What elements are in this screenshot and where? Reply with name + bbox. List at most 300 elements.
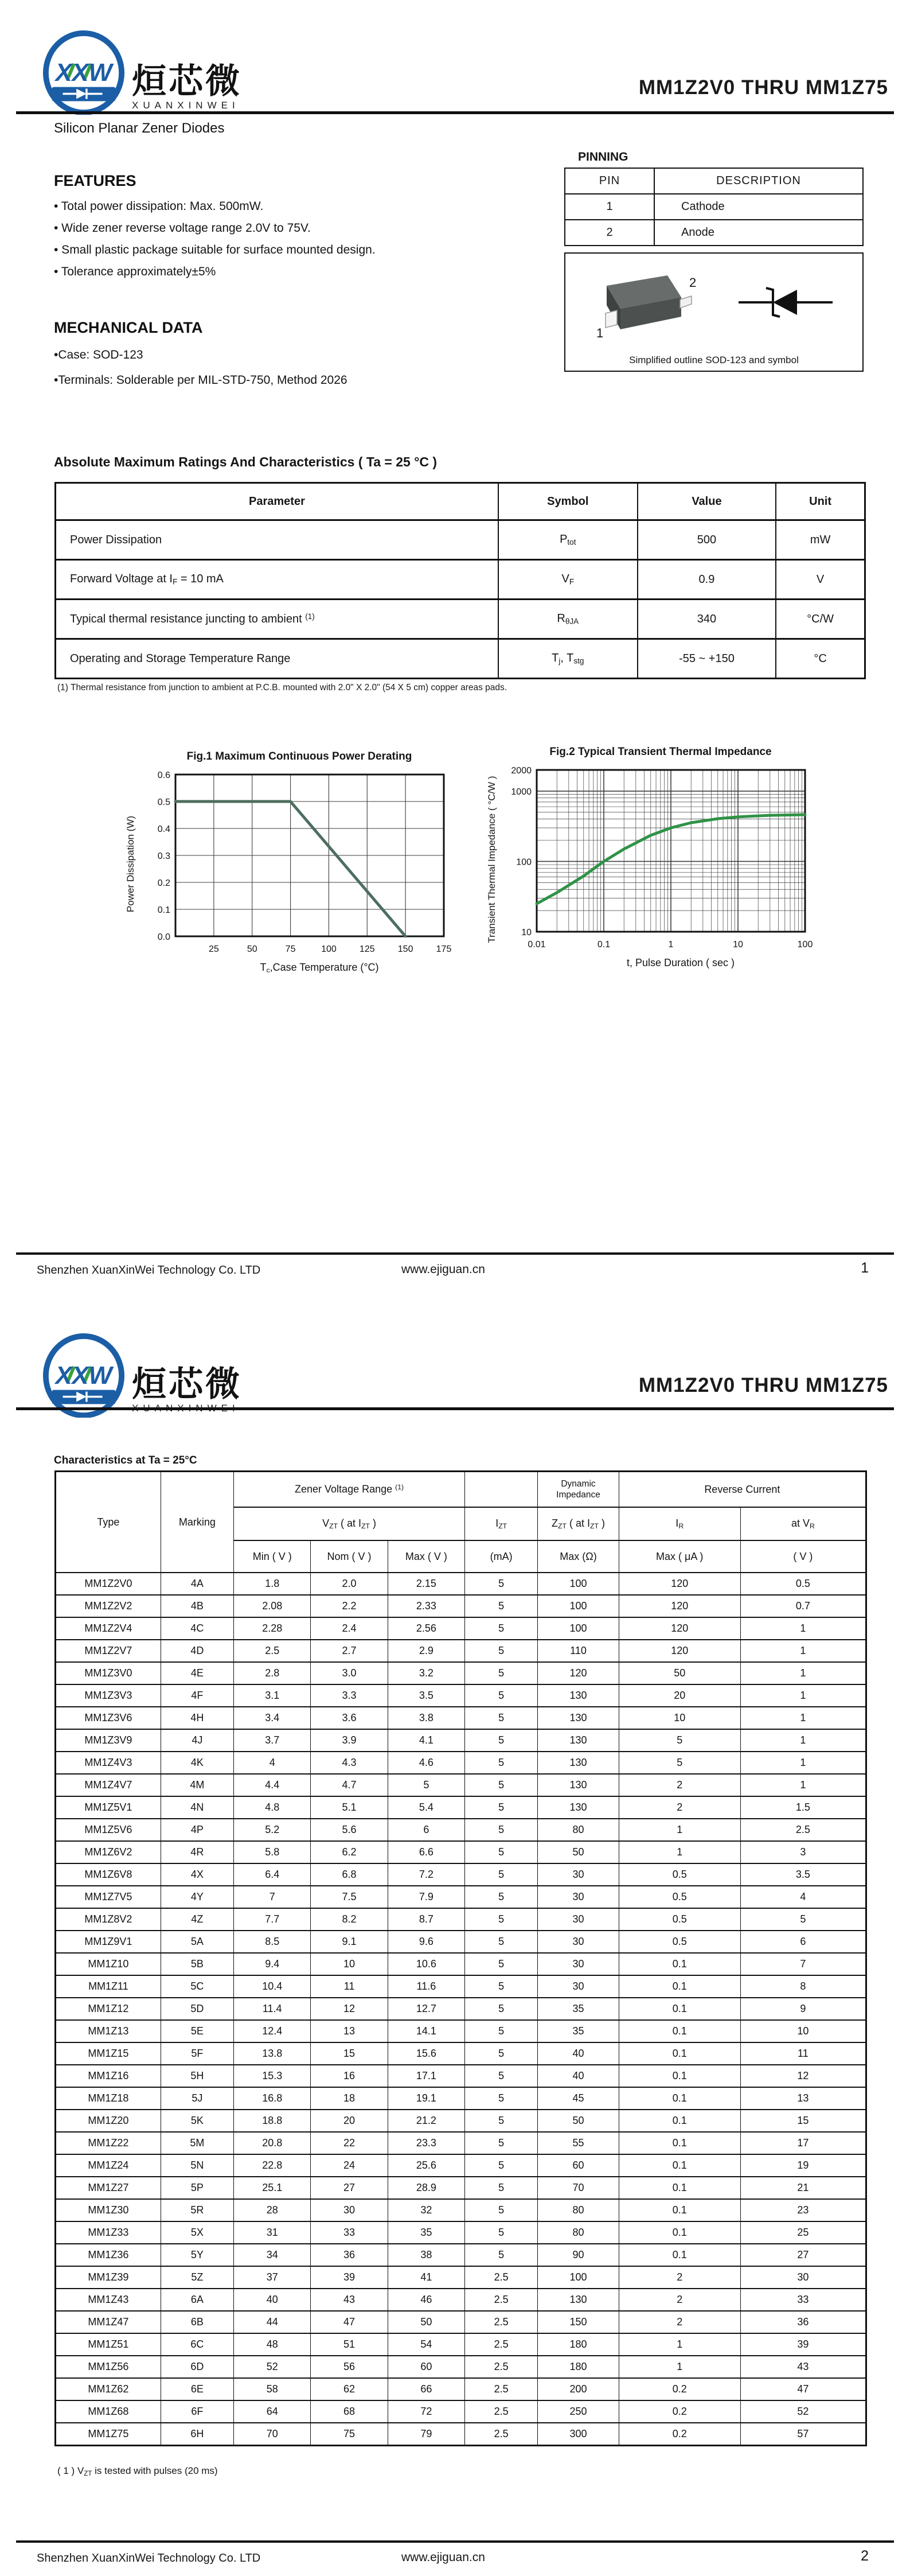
table-cell: 5 xyxy=(465,1863,538,1886)
table-cell: 5 xyxy=(465,2065,538,2087)
table-cell: 2.2 xyxy=(311,1595,388,1617)
table-cell: $V_F$ xyxy=(498,560,638,600)
table-cell: MM1Z56 xyxy=(56,2356,161,2378)
table-cell: MM1Z27 xyxy=(56,2177,161,2199)
table-cell: 23 xyxy=(740,2199,866,2221)
table-cell: 5A xyxy=(161,1931,233,1953)
table-cell: 14.1 xyxy=(388,2020,464,2042)
brand-name-cn: 烜芯微 xyxy=(132,1365,242,1403)
table-cell: 0.2 xyxy=(619,2378,740,2400)
table-cell: 0.1 xyxy=(619,2177,740,2199)
table-cell: 150 xyxy=(538,2311,619,2333)
table-cell: 64 xyxy=(234,2400,311,2423)
company-logo xyxy=(41,1333,242,1418)
table-row xyxy=(56,1573,866,1595)
table-cell: MM1Z5V6 xyxy=(56,1819,161,1841)
table-cell: 1.8 xyxy=(234,1573,311,1595)
table-row xyxy=(56,1841,866,1863)
table-cell: 250 xyxy=(538,2400,619,2423)
header-rule xyxy=(16,1407,894,1410)
table-cell: 5M xyxy=(161,2132,233,2154)
svg-text:0.6: 0.6 xyxy=(157,771,170,780)
table-cell: 0.1 xyxy=(619,2020,740,2042)
table-cell: 75 xyxy=(311,2423,388,2446)
table-cell: 5R xyxy=(161,2199,233,2221)
table-cell: 25 xyxy=(740,2221,866,2244)
table-row xyxy=(56,2087,866,2110)
table-cell: MM1Z75 xyxy=(56,2423,161,2446)
table-row xyxy=(56,2423,866,2446)
table-row xyxy=(56,600,865,639)
table-cell: 30 xyxy=(538,1908,619,1931)
table-cell: 28 xyxy=(234,2199,311,2221)
table-cell: 5 xyxy=(465,1908,538,1931)
table-row xyxy=(56,560,865,600)
table-cell: $P_{tot}$ xyxy=(498,520,638,560)
header-cell-marking: Marking xyxy=(161,1472,233,1573)
table-cell: 130 xyxy=(538,1729,619,1752)
table-row xyxy=(56,2065,866,2087)
svg-text:0.2: 0.2 xyxy=(157,878,170,888)
table-cell: 120 xyxy=(619,1573,740,1595)
table-cell: 43 xyxy=(311,2289,388,2311)
table-row xyxy=(56,2378,866,2400)
footer-company: Shenzhen XuanXinWei Technology Co. LTD xyxy=(37,2552,261,2565)
table-cell: 3.9 xyxy=(311,1729,388,1752)
svg-text:25: 25 xyxy=(208,944,219,954)
table-cell: 35 xyxy=(388,2221,464,2244)
table-cell: 2.5 xyxy=(465,2333,538,2356)
table-row xyxy=(56,2154,866,2177)
table-row xyxy=(56,2244,866,2266)
table-row xyxy=(56,483,865,520)
table-cell: 2.56 xyxy=(388,1617,464,1640)
table-cell: 9.4 xyxy=(234,1953,311,1975)
table-cell: 5E xyxy=(161,2020,233,2042)
table-cell: 5D xyxy=(161,1998,233,2020)
table-cell: 1 xyxy=(740,1640,866,1662)
fig2-thermal-impedance-chart xyxy=(483,746,838,969)
table-cell: 300 xyxy=(538,2423,619,2446)
table-cell: MM1Z6V8 xyxy=(56,1863,161,1886)
header-rule xyxy=(16,111,894,114)
table-cell: 5 xyxy=(465,2154,538,2177)
table-cell: MM1Z16 xyxy=(56,2065,161,2087)
table-cell: 8.7 xyxy=(388,1908,464,1931)
table-cell: 0.1 xyxy=(619,1998,740,2020)
table-cell: 2.5 xyxy=(465,2356,538,2378)
table-cell: 24 xyxy=(311,2154,388,2177)
table-cell: 40 xyxy=(538,2065,619,2087)
table-cell: MM1Z47 xyxy=(56,2311,161,2333)
table-cell: 2.5 xyxy=(465,2311,538,2333)
table-cell: 5 xyxy=(465,1774,538,1796)
fig2-y-axis-label: Transient Thermal Impedance ( °C/W ) xyxy=(486,776,497,943)
svg-text:150: 150 xyxy=(397,944,413,954)
table-cell: 4P xyxy=(161,1819,233,1841)
table-cell: 51 xyxy=(311,2333,388,2356)
package-outline-box xyxy=(564,252,864,372)
table-cell: 2.15 xyxy=(388,1573,464,1595)
table-cell: 15.3 xyxy=(234,2065,311,2087)
table-cell: 15 xyxy=(740,2110,866,2132)
zener-diode-symbol-icon xyxy=(737,281,835,324)
table-cell: 2.5 xyxy=(465,2266,538,2289)
table-cell: 5 xyxy=(465,1998,538,2020)
svg-text:0.5: 0.5 xyxy=(157,797,170,807)
footer-company: Shenzhen XuanXinWei Technology Co. LTD xyxy=(37,1264,261,1277)
table-cell: 6B xyxy=(161,2311,233,2333)
table-cell: 5 xyxy=(465,1573,538,1595)
abs-max-table xyxy=(54,482,866,679)
table-cell: MM1Z4V7 xyxy=(56,1774,161,1796)
table-cell: 0.2 xyxy=(619,2423,740,2446)
table-cell: 4.7 xyxy=(311,1774,388,1796)
table-cell: 23.3 xyxy=(388,2132,464,2154)
table-row xyxy=(56,2177,866,2199)
table-row xyxy=(56,1472,866,1508)
table-row xyxy=(56,2042,866,2065)
table-cell: 4H xyxy=(161,1707,233,1729)
table-cell: 2.08 xyxy=(234,1595,311,1617)
table-cell: 6.4 xyxy=(234,1863,311,1886)
table-cell: 36 xyxy=(740,2311,866,2333)
page-2 xyxy=(0,1288,910,2576)
package-pin2-label: 2 xyxy=(689,275,697,290)
table-cell: 5F xyxy=(161,2042,233,2065)
table-cell: 25.6 xyxy=(388,2154,464,2177)
table-cell: MM1Z2V2 xyxy=(56,1595,161,1617)
table-cell: 50 xyxy=(538,1841,619,1863)
table-cell: MM1Z2V7 xyxy=(56,1640,161,1662)
table-cell: 5 xyxy=(465,2020,538,2042)
table-cell: MM1Z8V2 xyxy=(56,1908,161,1931)
fig2-plot xyxy=(501,762,822,957)
table-cell: MM1Z68 xyxy=(56,2400,161,2423)
table-cell: 340 xyxy=(638,600,776,639)
table-cell: 3.2 xyxy=(388,1662,464,1684)
svg-text:100: 100 xyxy=(321,944,337,954)
table-cell: MM1Z22 xyxy=(56,2132,161,2154)
table-cell: 6E xyxy=(161,2378,233,2400)
table-cell: 5Z xyxy=(161,2266,233,2289)
mechanical-heading: MECHANICAL DATA xyxy=(54,319,203,336)
svg-text:0.4: 0.4 xyxy=(157,824,170,834)
company-logo xyxy=(41,30,242,115)
table-cell: 3.5 xyxy=(388,1684,464,1707)
svg-text:100: 100 xyxy=(516,857,532,867)
header-cell-v: ( V ) xyxy=(740,1540,866,1573)
table-cell: 120 xyxy=(619,1595,740,1617)
table-cell: 50 xyxy=(619,1662,740,1684)
table-cell: 70 xyxy=(234,2423,311,2446)
table-cell: 5.2 xyxy=(234,1819,311,1841)
table-row xyxy=(56,639,865,679)
table-cell: 4M xyxy=(161,1774,233,1796)
table-cell: 5 xyxy=(465,1975,538,1998)
table-cell: MM1Z43 xyxy=(56,2289,161,2311)
header-cell-maxua: Max ( μA ) xyxy=(619,1540,740,1573)
characteristics-footnote: ( 1 ) $V_{ZT}$ is tested with pulses (20 ms) xyxy=(57,2465,218,2477)
table-cell: 90 xyxy=(538,2244,619,2266)
table-cell: MM1Z3V6 xyxy=(56,1707,161,1729)
table-cell: 45 xyxy=(538,2087,619,2110)
table-cell: 2.9 xyxy=(388,1640,464,1662)
table-cell: 2.7 xyxy=(311,1640,388,1662)
table-cell: 70 xyxy=(538,2177,619,2199)
svg-text:0.01: 0.01 xyxy=(528,940,546,950)
table-cell: 2 xyxy=(619,2289,740,2311)
table-cell: 4.3 xyxy=(311,1752,388,1774)
table-cell: 0.7 xyxy=(740,1595,866,1617)
table-cell: 1 xyxy=(619,1819,740,1841)
table-cell: MM1Z6V2 xyxy=(56,1841,161,1863)
header-cell-ir: $I_R$ xyxy=(619,1507,740,1540)
table-cell: 5 xyxy=(465,1886,538,1908)
characteristics-table-body xyxy=(56,1573,866,2446)
table-cell: 0.2 xyxy=(619,2400,740,2423)
table-cell: 5B xyxy=(161,1953,233,1975)
table-cell: 100 xyxy=(538,2266,619,2289)
fig1-power-derating-chart xyxy=(122,750,477,974)
table-cell: 5N xyxy=(161,2154,233,2177)
table-cell: 7 xyxy=(234,1886,311,1908)
header-cell: Value xyxy=(638,483,776,520)
table-cell: 9.1 xyxy=(311,1931,388,1953)
table-cell: 46 xyxy=(388,2289,464,2311)
table-cell: 200 xyxy=(538,2378,619,2400)
table-cell: 5C xyxy=(161,1975,233,1998)
table-cell: MM1Z39 xyxy=(56,2266,161,2289)
brand-name-cn: 烜芯微 xyxy=(132,62,242,100)
table-cell: 4 xyxy=(740,1886,866,1908)
table-cell: 9 xyxy=(740,1998,866,2020)
table-cell: MM1Z4V3 xyxy=(56,1752,161,1774)
feature-item: • Tolerance approximately±5% xyxy=(54,265,216,278)
table-cell: 4E xyxy=(161,1662,233,1684)
table-cell: Operating and Storage Temperature Range xyxy=(56,639,498,679)
table-cell: 1 xyxy=(740,1684,866,1707)
pinning-section xyxy=(564,150,864,246)
table-cell: 1 xyxy=(740,1662,866,1684)
table-cell: 19.1 xyxy=(388,2087,464,2110)
table-cell: 5X xyxy=(161,2221,233,2244)
svg-text:75: 75 xyxy=(285,944,296,954)
table-cell: 5 xyxy=(465,2110,538,2132)
table-cell: 1 xyxy=(740,1617,866,1640)
table-cell: 4.6 xyxy=(388,1752,464,1774)
features-heading: FEATURES xyxy=(54,172,136,189)
table-cell: 5 xyxy=(465,1819,538,1841)
svg-text:0.3: 0.3 xyxy=(157,851,170,861)
table-cell: 25.1 xyxy=(234,2177,311,2199)
table-cell: 47 xyxy=(311,2311,388,2333)
table-cell: 130 xyxy=(538,1752,619,1774)
table-cell: 5 xyxy=(465,2042,538,2065)
table-cell: 13 xyxy=(311,2020,388,2042)
table-cell: 2.5 xyxy=(465,2378,538,2400)
table-cell: 15.6 xyxy=(388,2042,464,2065)
table-cell: 0.1 xyxy=(619,2244,740,2266)
table-cell: 19 xyxy=(740,2154,866,2177)
table-cell: 0.1 xyxy=(619,2132,740,2154)
table-cell: 5 xyxy=(465,1841,538,1863)
svg-text:1000: 1000 xyxy=(511,787,532,797)
header-cell-at-vr: at $V_R$ xyxy=(740,1507,866,1540)
characteristics-table xyxy=(54,1470,867,2446)
table-cell: 30 xyxy=(538,1975,619,1998)
table-cell: 2.4 xyxy=(311,1617,388,1640)
header-cell-zener-voltage-range: Zener Voltage Range $^{(1)}$ xyxy=(234,1472,465,1508)
header-cell-min: Min ( V ) xyxy=(234,1540,311,1573)
characteristics-heading: Characteristics at Ta = 25°C xyxy=(54,1454,197,1466)
table-cell: 8 xyxy=(740,1975,866,1998)
table-cell: 7 xyxy=(740,1953,866,1975)
table-cell: 0.1 xyxy=(619,2110,740,2132)
table-cell: 40 xyxy=(234,2289,311,2311)
table-cell: 0.1 xyxy=(619,2221,740,2244)
table-cell: 6 xyxy=(388,1819,464,1841)
table-cell: $R_{\theta JA}$ xyxy=(498,600,638,639)
table-cell: 66 xyxy=(388,2378,464,2400)
header-cell-reverse-current: Reverse Current xyxy=(619,1472,866,1508)
table-cell: MM1Z3V9 xyxy=(56,1729,161,1752)
table-cell: 0.9 xyxy=(638,560,776,600)
table-cell: 72 xyxy=(388,2400,464,2423)
table-cell: °C xyxy=(776,639,865,679)
table-cell: 27 xyxy=(740,2244,866,2266)
table-cell: 33 xyxy=(311,2221,388,2244)
pinning-table-body xyxy=(565,194,863,246)
table-cell: 7.2 xyxy=(388,1863,464,1886)
table-cell: 68 xyxy=(311,2400,388,2423)
table-cell: 4.8 xyxy=(234,1796,311,1819)
table-cell: 5H xyxy=(161,2065,233,2087)
table-cell: 11 xyxy=(311,1975,388,1998)
table-cell: 8.5 xyxy=(234,1931,311,1953)
table-row xyxy=(56,2221,866,2244)
table-cell: 11 xyxy=(740,2042,866,2065)
table-cell: 11.4 xyxy=(234,1998,311,2020)
table-cell: 6 xyxy=(740,1931,866,1953)
table-cell: 44 xyxy=(234,2311,311,2333)
table-cell: 10 xyxy=(740,2020,866,2042)
table-cell: MM1Z24 xyxy=(56,2154,161,2177)
table-cell: 1 xyxy=(740,1707,866,1729)
table-cell: MM1Z7V5 xyxy=(56,1886,161,1908)
table-cell: 12 xyxy=(311,1998,388,2020)
table-cell: 5 xyxy=(740,1908,866,1931)
table-cell: 16 xyxy=(311,2065,388,2087)
table-cell: 1 xyxy=(740,1774,866,1796)
table-cell: 3.7 xyxy=(234,1729,311,1752)
brand-name-en: XUANXINWEI xyxy=(132,100,240,111)
table-cell: 5 xyxy=(465,2244,538,2266)
table-cell: 0.5 xyxy=(619,1863,740,1886)
package-outline-caption: Simplified outline SOD-123 and symbol xyxy=(629,355,799,365)
svg-text:1: 1 xyxy=(668,940,674,950)
table-cell: 3.3 xyxy=(311,1684,388,1707)
table-cell: 22 xyxy=(311,2132,388,2154)
table-cell: 4.4 xyxy=(234,1774,311,1796)
table-cell: 4Y xyxy=(161,1886,233,1908)
table-cell: 10 xyxy=(619,1707,740,1729)
table-cell: 39 xyxy=(740,2333,866,2356)
table-row xyxy=(56,1863,866,1886)
table-cell: 6H xyxy=(161,2423,233,2446)
table-cell: 3.0 xyxy=(311,1662,388,1684)
table-cell: 2.5 xyxy=(465,2289,538,2311)
table-cell: 58 xyxy=(234,2378,311,2400)
table-cell: 100 xyxy=(538,1573,619,1595)
table-cell: 1 xyxy=(565,194,654,220)
table-cell: 38 xyxy=(388,2244,464,2266)
table-cell: 6.2 xyxy=(311,1841,388,1863)
table-row xyxy=(56,2333,866,2356)
table-row xyxy=(56,1953,866,1975)
table-cell: MM1Z30 xyxy=(56,2199,161,2221)
table-cell: 180 xyxy=(538,2333,619,2356)
sod123-package-icon xyxy=(583,264,697,341)
table-cell: 120 xyxy=(619,1617,740,1640)
table-cell: 0.1 xyxy=(619,2065,740,2087)
table-cell: 62 xyxy=(311,2378,388,2400)
fig1-x-axis-label: $T_c,Case$ Temperature (°C) xyxy=(260,962,379,975)
table-cell: 120 xyxy=(619,1640,740,1662)
package-pin1-label: 1 xyxy=(596,326,604,340)
table-cell: 10.6 xyxy=(388,1953,464,1975)
table-row xyxy=(56,2266,866,2289)
header-cell-vzt: $V_{ZT}$ ( at $I_{ZT}$ ) xyxy=(234,1507,465,1540)
table-row xyxy=(56,1774,866,1796)
header-cell: DESCRIPTION xyxy=(654,168,863,194)
table-cell: 130 xyxy=(538,2289,619,2311)
table-cell: 6F xyxy=(161,2400,233,2423)
table-cell: 0.5 xyxy=(619,1908,740,1931)
table-cell: 4N xyxy=(161,1796,233,1819)
table-cell: 5.6 xyxy=(311,1819,388,1841)
svg-text:2000: 2000 xyxy=(511,766,532,776)
table-cell: 4R xyxy=(161,1841,233,1863)
table-cell: 5P xyxy=(161,2177,233,2199)
table-cell: 52 xyxy=(234,2356,311,2378)
table-cell: 34 xyxy=(234,2244,311,2266)
fig2-x-axis-label: t, Pulse Duration ( sec ) xyxy=(626,957,735,968)
table-cell: MM1Z5V1 xyxy=(56,1796,161,1819)
table-cell: MM1Z20 xyxy=(56,2110,161,2132)
table-row xyxy=(56,2289,866,2311)
page-number: 2 xyxy=(861,2548,869,2564)
table-cell: 5 xyxy=(619,1729,740,1752)
table-cell: 21.2 xyxy=(388,2110,464,2132)
table-cell: 31 xyxy=(234,2221,311,2244)
table-cell: MM1Z10 xyxy=(56,1953,161,1975)
table-row xyxy=(56,2400,866,2423)
table-cell: MM1Z18 xyxy=(56,2087,161,2110)
table-cell: 48 xyxy=(234,2333,311,2356)
document-subtitle: Silicon Planar Zener Diodes xyxy=(54,120,225,136)
table-cell: 1 xyxy=(619,2333,740,2356)
table-row xyxy=(56,1729,866,1752)
table-cell: 4X xyxy=(161,1863,233,1886)
table-cell: MM1Z9V1 xyxy=(56,1931,161,1953)
table-cell: MM1Z12 xyxy=(56,1998,161,2020)
table-cell: 5 xyxy=(465,1617,538,1640)
table-cell: 3.4 xyxy=(234,1707,311,1729)
table-cell: 18.8 xyxy=(234,2110,311,2132)
table-cell: 12.7 xyxy=(388,1998,464,2020)
table-cell: 6D xyxy=(161,2356,233,2378)
